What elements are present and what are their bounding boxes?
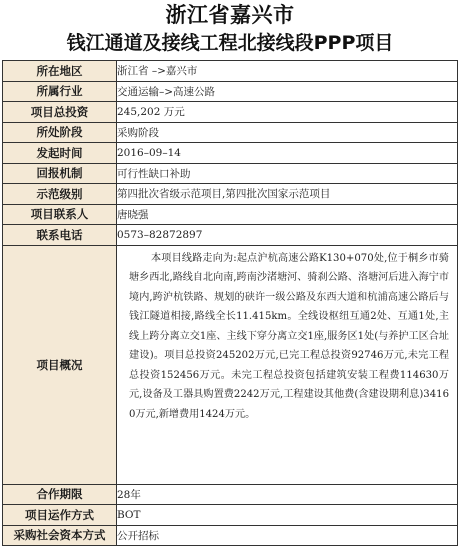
- page-title-line1: 浙江省嘉兴市: [165, 3, 295, 27]
- row-value: BOT: [117, 505, 458, 526]
- row-value: 2016–09–14: [117, 143, 458, 164]
- row-label: 所处阶段: [3, 122, 117, 143]
- row-label: 项目运作方式: [3, 505, 117, 526]
- row-label: 所属行业: [3, 81, 117, 102]
- row-value: 采购阶段: [117, 122, 458, 143]
- project-info-table: [2, 60, 458, 546]
- row-value: 浙江省 –>嘉兴市: [117, 61, 458, 82]
- table-row-industry: [3, 81, 458, 102]
- row-value: 交通运输–>高速公路: [117, 81, 458, 102]
- project-info-page: [2, 2, 458, 543]
- row-value: 245,202 万元: [117, 102, 458, 123]
- table-row-procurement-method: [3, 525, 458, 546]
- row-value: 公开招标: [117, 525, 458, 546]
- table-row-overview: [3, 245, 458, 484]
- row-value: 28年: [117, 484, 458, 505]
- table-row-region: [3, 61, 458, 82]
- row-value: 唐晓强: [117, 204, 458, 225]
- title-block: [2, 2, 458, 60]
- row-value: 0573–82872897: [117, 225, 458, 246]
- row-label: 项目总投资: [3, 102, 117, 123]
- table-row-stage: [3, 122, 458, 143]
- row-label: 示范级别: [3, 184, 117, 205]
- table-row-return-mechanism: [3, 163, 458, 184]
- row-label: 项目概况: [3, 245, 117, 484]
- table-row-total-investment: [3, 102, 458, 123]
- table-row-contact-person: [3, 204, 458, 225]
- row-label: 合作期限: [3, 484, 117, 505]
- page-title-line2: 钱江通道及接线工程北接线段PPP项目: [66, 32, 394, 54]
- row-label: 回报机制: [3, 163, 117, 184]
- row-label: 采购社会资本方式: [3, 525, 117, 546]
- table-row-demo-level: [3, 184, 458, 205]
- row-value: 可行性缺口补助: [117, 163, 458, 184]
- row-label: 项目联系人: [3, 204, 117, 225]
- table-row-contact-phone: [3, 225, 458, 246]
- table-row-start-date: [3, 143, 458, 164]
- row-value: 第四批次省级示范项目,第四批次国家示范项目: [117, 184, 458, 205]
- table-row-operation-mode: [3, 505, 458, 526]
- project-overview-text: 本项目线路走向为:起点沪杭高速公路K130+070处,位于桐乡市骑塘乡西北,路线自北向南,跨南沙渚塘河、骑刹公路、洛塘河后进入海宁市境内,跨沪杭铁路、规划的硖许一级公路及东西大道和杭浦高速公路后与钱江隧道相接,路线全长11.415km。全线设枢纽互通2处、互通1处,主线上跨分离立交1座、主线下穿分离立交1座,服务区1处(与养护工区合址建设)。项目总投资245202万元,已完工程总投资92746万元,未完工程总投资152456万元。未完工程总投资包括建筑安装工程费114630万元,设备及工器具购置费2242万元,工程建设其他费(含建设期利息)34160万元,新增费用1424万元。: [117, 245, 458, 484]
- row-label: 发起时间: [3, 143, 117, 164]
- row-label: 所在地区: [3, 61, 117, 82]
- row-label: 联系电话: [3, 225, 117, 246]
- table-row-cooperation-period: [3, 484, 458, 505]
